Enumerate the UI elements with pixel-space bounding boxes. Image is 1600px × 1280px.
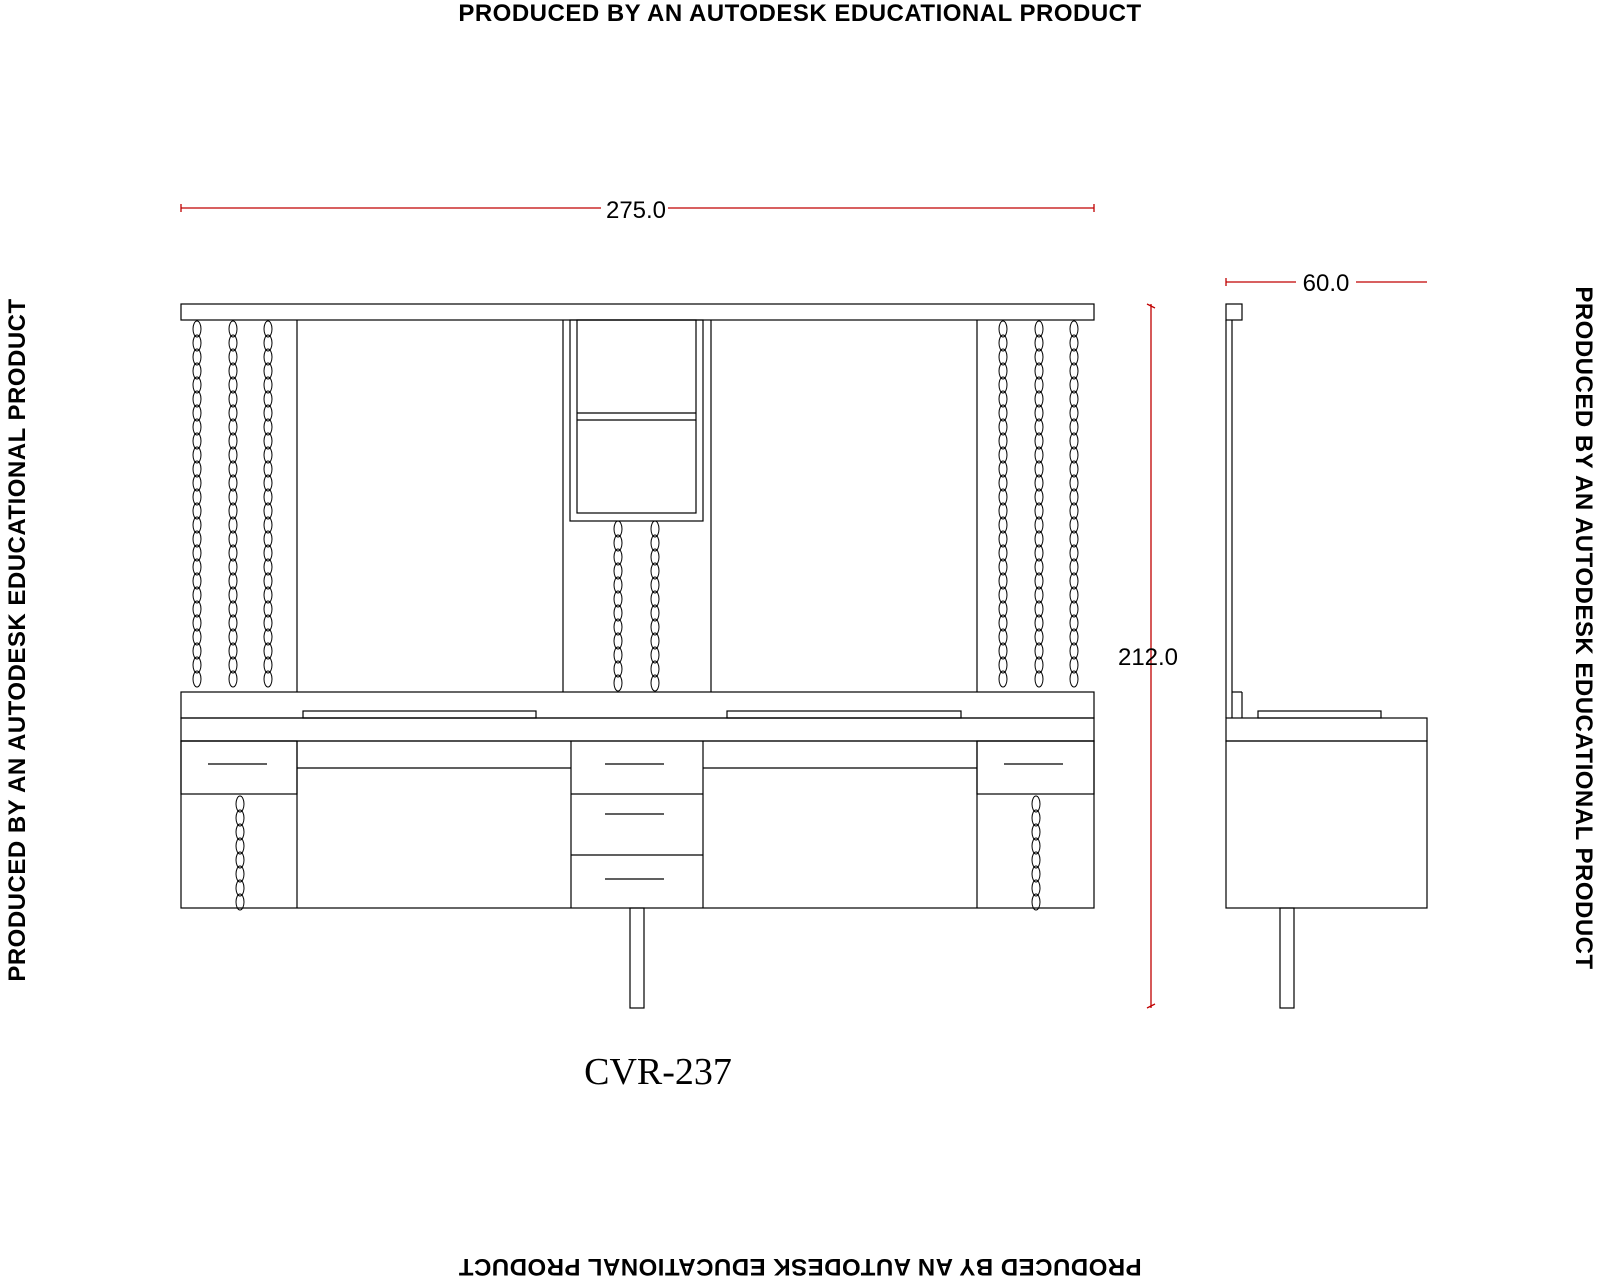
center-cabinet — [570, 320, 703, 521]
left-sink — [303, 711, 536, 718]
side-counter — [1226, 718, 1427, 741]
side-pedestal-leg — [1280, 908, 1294, 1008]
chain-2 — [229, 321, 237, 687]
right-sink — [727, 711, 961, 718]
watermark-right: PRODUCED BY AN AUTODESK EDUCATIONAL PRODUCT — [1570, 286, 1597, 970]
width-dimension — [181, 197, 1094, 224]
depth-dimension — [1226, 270, 1427, 297]
top-shelf — [181, 304, 1094, 320]
height-dimension — [1118, 304, 1178, 1008]
height-dimension-label: 212.0 — [1117, 644, 1179, 671]
chain-3 — [264, 321, 272, 687]
left-drawer — [181, 741, 297, 794]
lower-cabinet — [181, 741, 1094, 908]
side-top-cap — [1226, 304, 1242, 320]
width-dimension-label: 275.0 — [605, 197, 667, 224]
chain-5 — [1035, 321, 1043, 687]
front-view — [181, 304, 1094, 1008]
chain-7 — [614, 521, 622, 691]
chain-4 — [999, 321, 1007, 687]
counter-apron — [181, 718, 1094, 741]
side-cabinet — [1226, 741, 1427, 908]
chain-10 — [1032, 796, 1040, 910]
side-view — [1226, 304, 1427, 1008]
decorative-chains — [193, 321, 1078, 910]
chain-6 — [1070, 321, 1078, 687]
counter-top — [181, 692, 1094, 718]
right-drawer — [977, 741, 1094, 794]
chain-8 — [651, 521, 659, 691]
watermark-bottom: PRODUCED BY AN AUTODESK EDUCATIONAL PRODUCT — [458, 1253, 1142, 1280]
front-pedestal-leg — [630, 908, 644, 1008]
chain-9 — [236, 796, 244, 910]
model-code: CVR-237 — [584, 1051, 732, 1093]
watermark-top: PRODUCED BY AN AUTODESK EDUCATIONAL PRODUCT — [458, 0, 1142, 27]
chain-1 — [193, 321, 201, 687]
side-sink — [1258, 711, 1381, 718]
watermark-left: PRODUCED BY AN AUTODESK EDUCATIONAL PRODUCT — [4, 298, 31, 982]
depth-dimension-label: 60.0 — [1302, 270, 1350, 297]
